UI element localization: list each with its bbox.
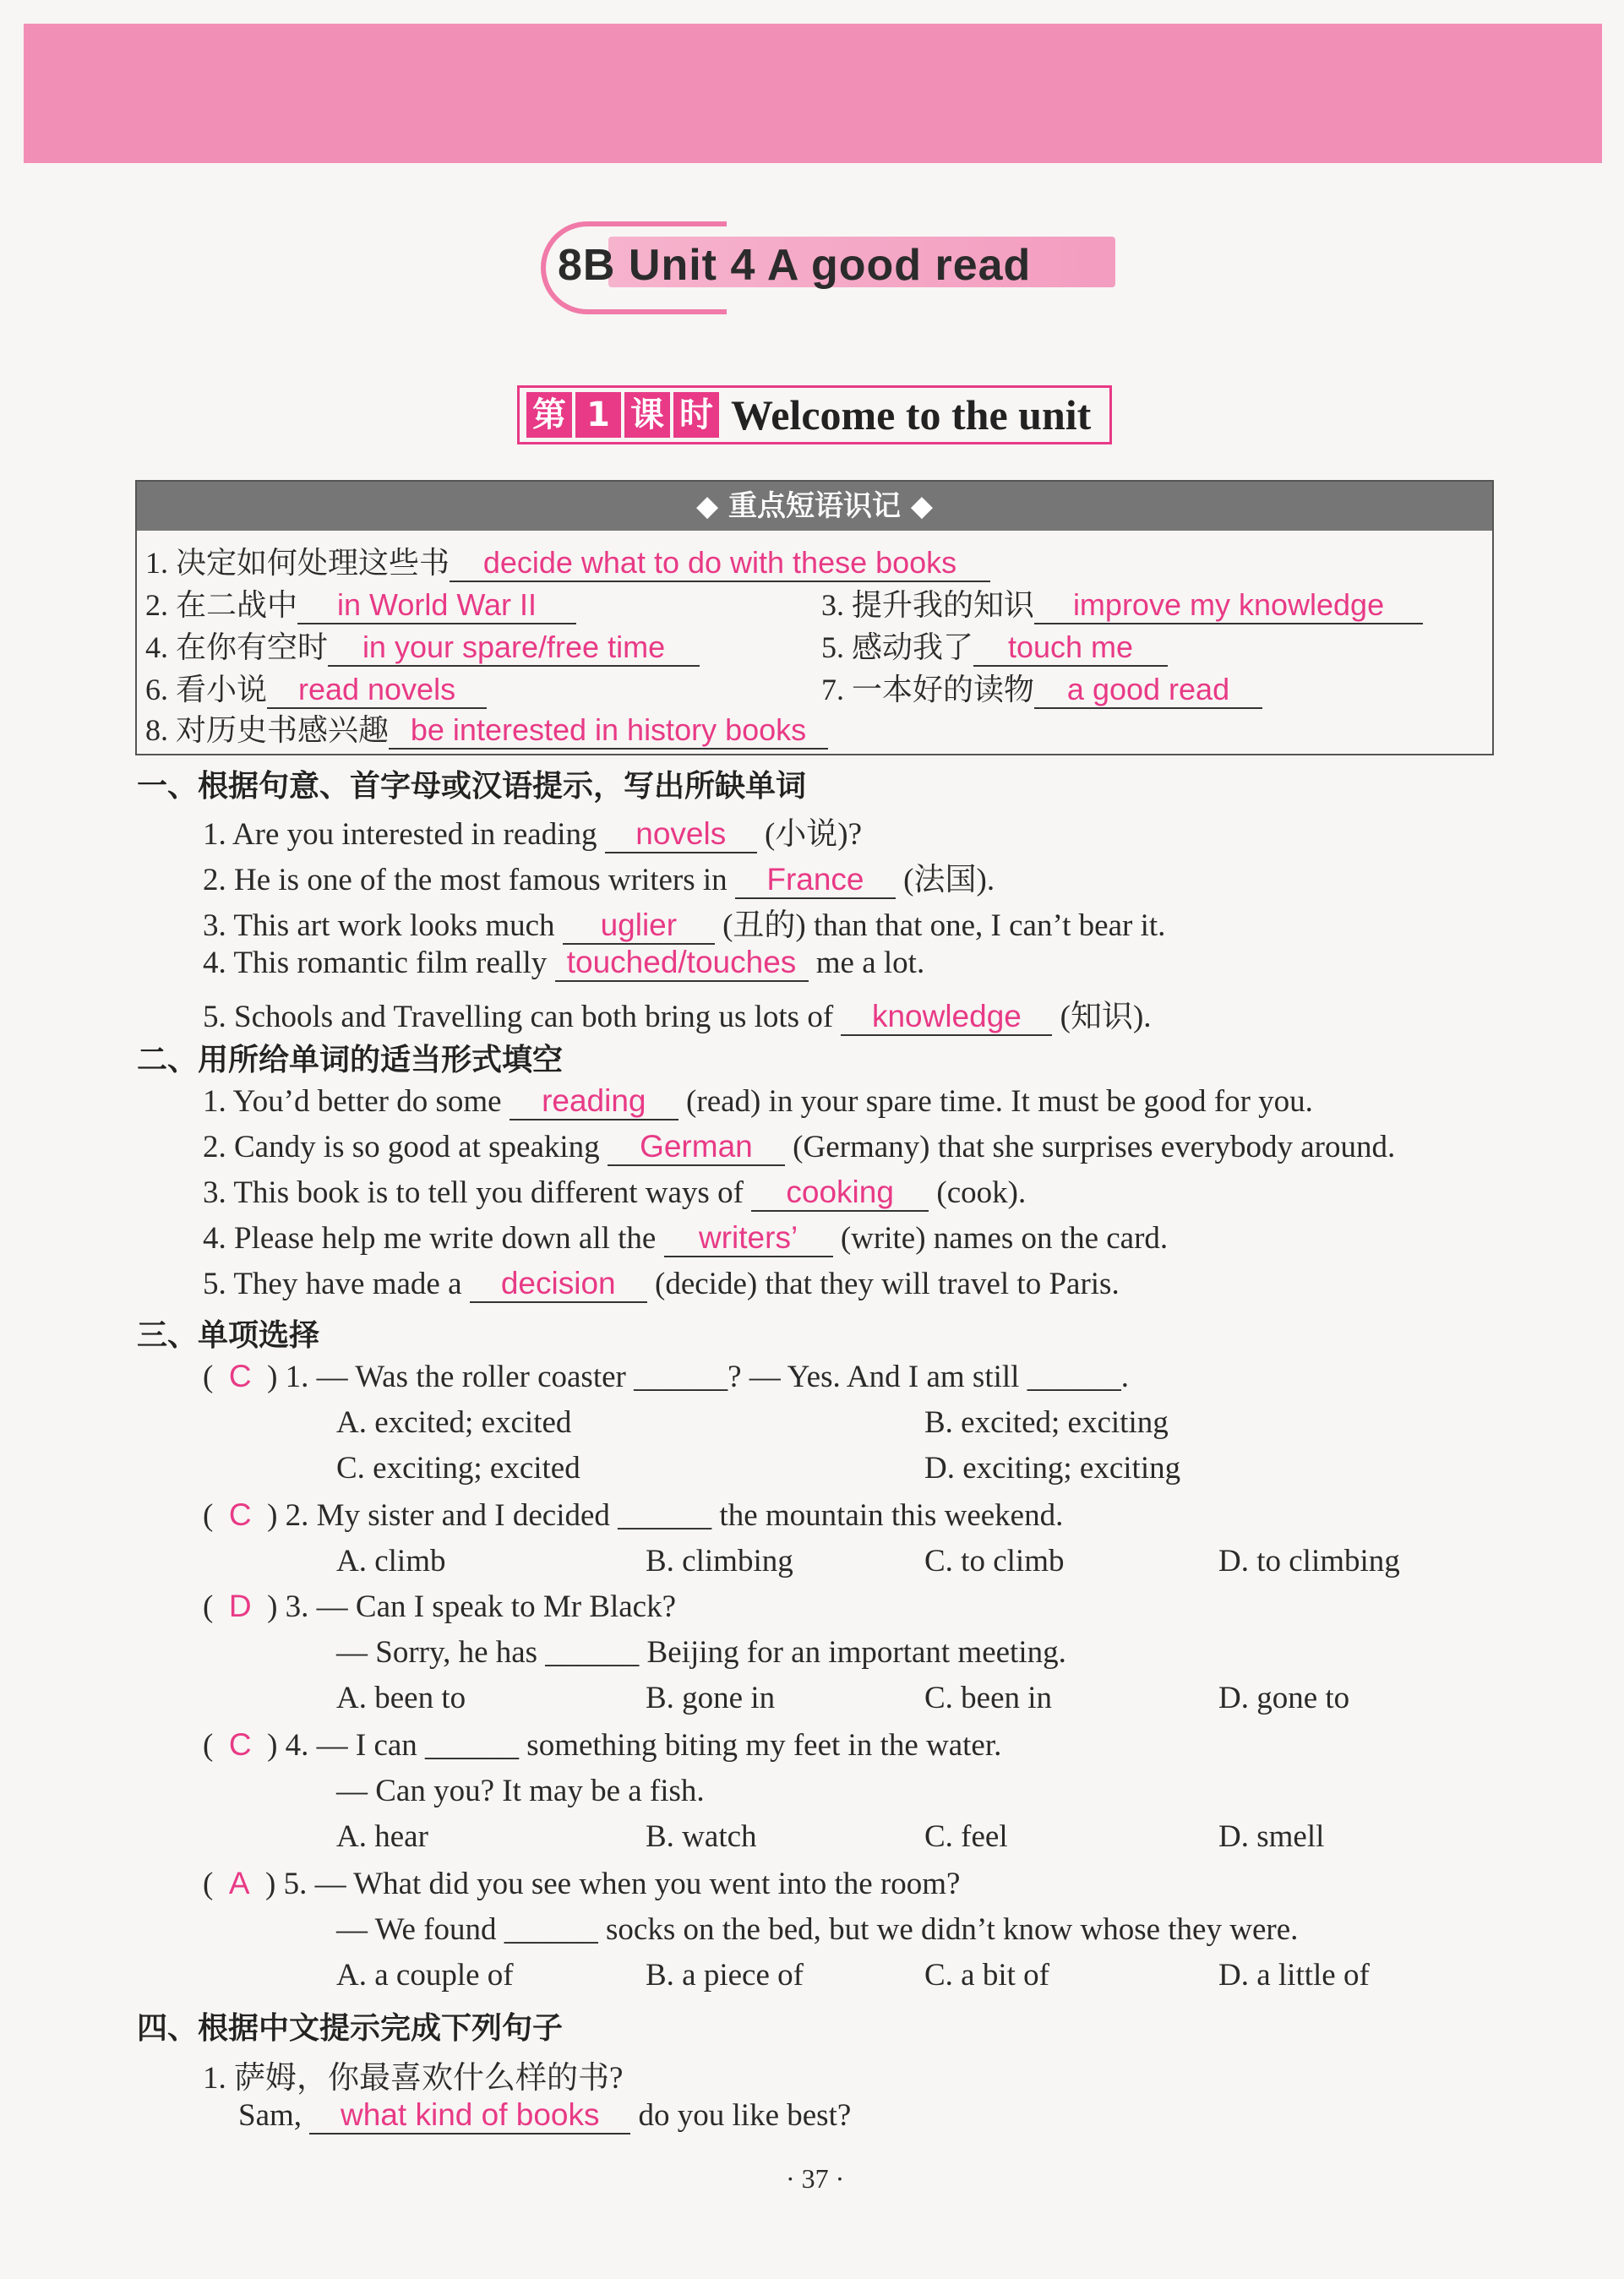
option-a: A. excited; excited: [336, 1405, 572, 1440]
option-a: A. climb: [336, 1544, 446, 1578]
phrase-prompt: 7. 一本好的读物: [821, 673, 1035, 706]
item-text: (Germany) that she surprises everybody around.: [793, 1130, 1396, 1164]
option-d: D. exciting; exciting: [924, 1451, 1181, 1486]
s2-item: [203, 1266, 1120, 1303]
phrase-prompt: 3. 提升我的知识: [821, 588, 1035, 622]
item-text: do you like best?: [638, 2098, 852, 2133]
mc-answer: A: [228, 1866, 250, 1900]
item-answer: German: [608, 1129, 785, 1166]
mc-question-3: ( D ) 3. — Can I speak to Mr Black?: [203, 1589, 677, 1624]
item-text: (cook).: [936, 1175, 1027, 1210]
phrase-answer: in your spare/free time: [328, 630, 700, 667]
item-answer: novels: [605, 816, 757, 853]
phrase-prompt: 4. 在你有空时: [145, 630, 329, 664]
option-c: C. a bit of: [924, 1958, 1049, 1993]
phrase-prompt: 8. 对历史书感兴趣: [145, 713, 390, 747]
unit-title: 8B Unit 4 A good read: [558, 241, 1032, 290]
option-d: D. smell: [1218, 1819, 1325, 1854]
s2-item: [203, 1083, 1313, 1120]
item-text: 3. This book is to tell you different ways of: [203, 1175, 744, 1210]
phrase-item: [145, 666, 487, 709]
s1-item: [203, 853, 995, 899]
option-b: B. climbing: [646, 1544, 793, 1578]
item-answer: uglier: [563, 908, 715, 945]
s1-item: [203, 945, 924, 982]
option-c: C. to climb: [924, 1544, 1065, 1578]
mc-stem: ) 2. My sister and I decided ______ the mountain this weekend.: [267, 1498, 1064, 1533]
phrase-item: [821, 666, 1262, 709]
phrase-answer: read novels: [267, 672, 487, 709]
item-text: (decide) that they will travel to Paris.: [655, 1267, 1120, 1301]
item-text: 4. Please help me write down all the: [203, 1221, 657, 1256]
option-b: B. gone in: [646, 1681, 776, 1715]
mc-answer: C: [228, 1497, 252, 1532]
item-answer: cooking: [751, 1175, 929, 1212]
header-banner: [24, 24, 1602, 163]
lesson-char: 课: [624, 392, 670, 438]
mc-stem: ) 1. — Was the roller coaster ______? — Yes. And I am still ______.: [267, 1360, 1129, 1394]
option-a: A. been to: [336, 1681, 466, 1715]
mc-stem: ) 5. — What did you see when you went into the room?: [265, 1867, 961, 1901]
item-answer: decision: [470, 1266, 647, 1303]
phrase-item: [145, 706, 828, 750]
key-phrases-heading: ◆ 重点短语识记 ◆: [137, 482, 1492, 531]
lesson-char: 时: [673, 392, 719, 438]
item-answer: reading: [510, 1083, 678, 1120]
phrase-prompt: 6. 看小说: [145, 673, 268, 706]
mc-question-5: ( A ) 5. — What did you see when you went into the room?: [203, 1866, 961, 1901]
phrase-answer: touch me: [973, 630, 1168, 667]
item-text: 1. Are you interested in reading: [203, 817, 597, 852]
item-answer: touched/touches: [555, 945, 809, 982]
item-text: Sam,: [238, 2098, 302, 2133]
mc-answer: D: [228, 1589, 252, 1623]
item-text: 1. You’d better do some: [203, 1084, 502, 1119]
phrase-item: [145, 581, 576, 624]
phrase-answer: a good read: [1034, 672, 1262, 709]
section-4-title: 四、根据中文提示完成下列句子: [137, 2011, 564, 2046]
phrase-item: [821, 624, 1168, 667]
phrase-prompt: 2. 在二战中: [145, 588, 298, 622]
item-text: 5. They have made a: [203, 1267, 462, 1301]
s1-item: [203, 899, 1165, 945]
s4-sentence: [238, 2097, 851, 2135]
option-a: A. a couple of: [336, 1958, 514, 1993]
mc-question-2: ( C ) 2. My sister and I decided ______ the mountain this weekend.: [203, 1497, 1064, 1533]
item-text: (write) names on the card.: [840, 1221, 1169, 1256]
item-text: 5. Schools and Travelling can both bring us lots of: [203, 1000, 834, 1034]
lesson-char: 第: [526, 392, 572, 438]
phrase-answer: in World War II: [297, 587, 576, 624]
item-text: (小说)?: [764, 817, 863, 852]
s1-item: [203, 808, 862, 853]
phrase-answer: improve my knowledge: [1034, 587, 1423, 624]
option-b: B. a piece of: [646, 1958, 804, 1993]
item-answer: France: [735, 862, 896, 899]
key-phrases-box: [135, 480, 1494, 755]
mc-stem-line2: — We found ______ socks on the bed, but we didn’t know whose they were.: [336, 1912, 1299, 1947]
section-1-title: 一、根据句意、首字母或汉语提示，写出所缺单词: [137, 769, 807, 804]
mc-stem-line2: — Can you? It may be a fish.: [336, 1774, 705, 1808]
s1-item: [203, 990, 1152, 1036]
option-b: B. excited; exciting: [924, 1405, 1169, 1440]
s2-item: [203, 1220, 1168, 1257]
unit-title-badge: [541, 221, 1115, 314]
item-text: me a lot.: [815, 946, 925, 980]
s4-prompt: 1. 萨姆，你最喜欢什么样的书?: [203, 2061, 624, 2096]
option-d: D. to climbing: [1218, 1544, 1400, 1578]
s2-item: [203, 1129, 1395, 1166]
option-c: C. exciting; excited: [336, 1451, 580, 1486]
item-text: (丑的) than that one, I can’t bear it.: [722, 908, 1166, 943]
option-c: C. feel: [924, 1819, 1008, 1854]
item-answer: knowledge: [841, 999, 1052, 1036]
mc-answer: C: [228, 1727, 252, 1762]
lesson-char: 1: [575, 392, 621, 438]
mc-stem-line2: — Sorry, he has ______ Beijing for an important meeting.: [336, 1635, 1066, 1670]
phrase-prompt: 1. 决定如何处理这些书: [145, 546, 450, 580]
phrase-item: [821, 581, 1423, 624]
phrase-answer: decide what to do with these books: [450, 545, 990, 582]
option-c: C. been in: [924, 1681, 1053, 1715]
item-text: (read) in your spare time. It must be good for you.: [686, 1084, 1313, 1119]
mc-question-1: ( C ) 1. — Was the roller coaster ______? — Yes. And I am still ______.: [203, 1359, 1129, 1394]
option-d: D. gone to: [1218, 1681, 1350, 1715]
section-3-title: 三、单项选择: [137, 1318, 320, 1353]
lesson-heading: [517, 385, 1112, 444]
phrase-answer: be interested in history books: [389, 712, 828, 750]
section-2-title: 二、用所给单词的适当形式填空: [137, 1043, 564, 1077]
option-b: B. watch: [646, 1819, 757, 1854]
mc-question-4: ( C ) 4. — I can ______ something biting my feet in the water.: [203, 1727, 1002, 1763]
option-a: A. hear: [336, 1819, 428, 1854]
item-answer: writers’: [664, 1220, 833, 1257]
phrase-item: [145, 539, 990, 582]
item-answer: what kind of books: [309, 2097, 630, 2135]
phrase-prompt: 5. 感动我了: [821, 630, 974, 664]
lesson-title: Welcome to the unit: [731, 391, 1092, 439]
item-text: 3. This art work looks much: [203, 908, 555, 943]
item-text: 2. He is one of the most famous writers in: [203, 863, 728, 897]
option-d: D. a little of: [1218, 1958, 1370, 1993]
item-text: 4. This romantic film really: [203, 946, 548, 980]
mc-stem: ) 4. — I can ______ something biting my feet in the water.: [267, 1728, 1002, 1763]
item-text: 2. Candy is so good at speaking: [203, 1130, 600, 1164]
item-text: (知识).: [1060, 1000, 1152, 1034]
page-number: · 37 ·: [786, 2163, 845, 2194]
mc-answer: C: [228, 1359, 252, 1393]
item-text: (法国).: [903, 863, 995, 897]
phrase-item: [145, 624, 700, 667]
s2-item: [203, 1175, 1026, 1212]
mc-stem: ) 3. — Can I speak to Mr Black?: [267, 1589, 677, 1624]
